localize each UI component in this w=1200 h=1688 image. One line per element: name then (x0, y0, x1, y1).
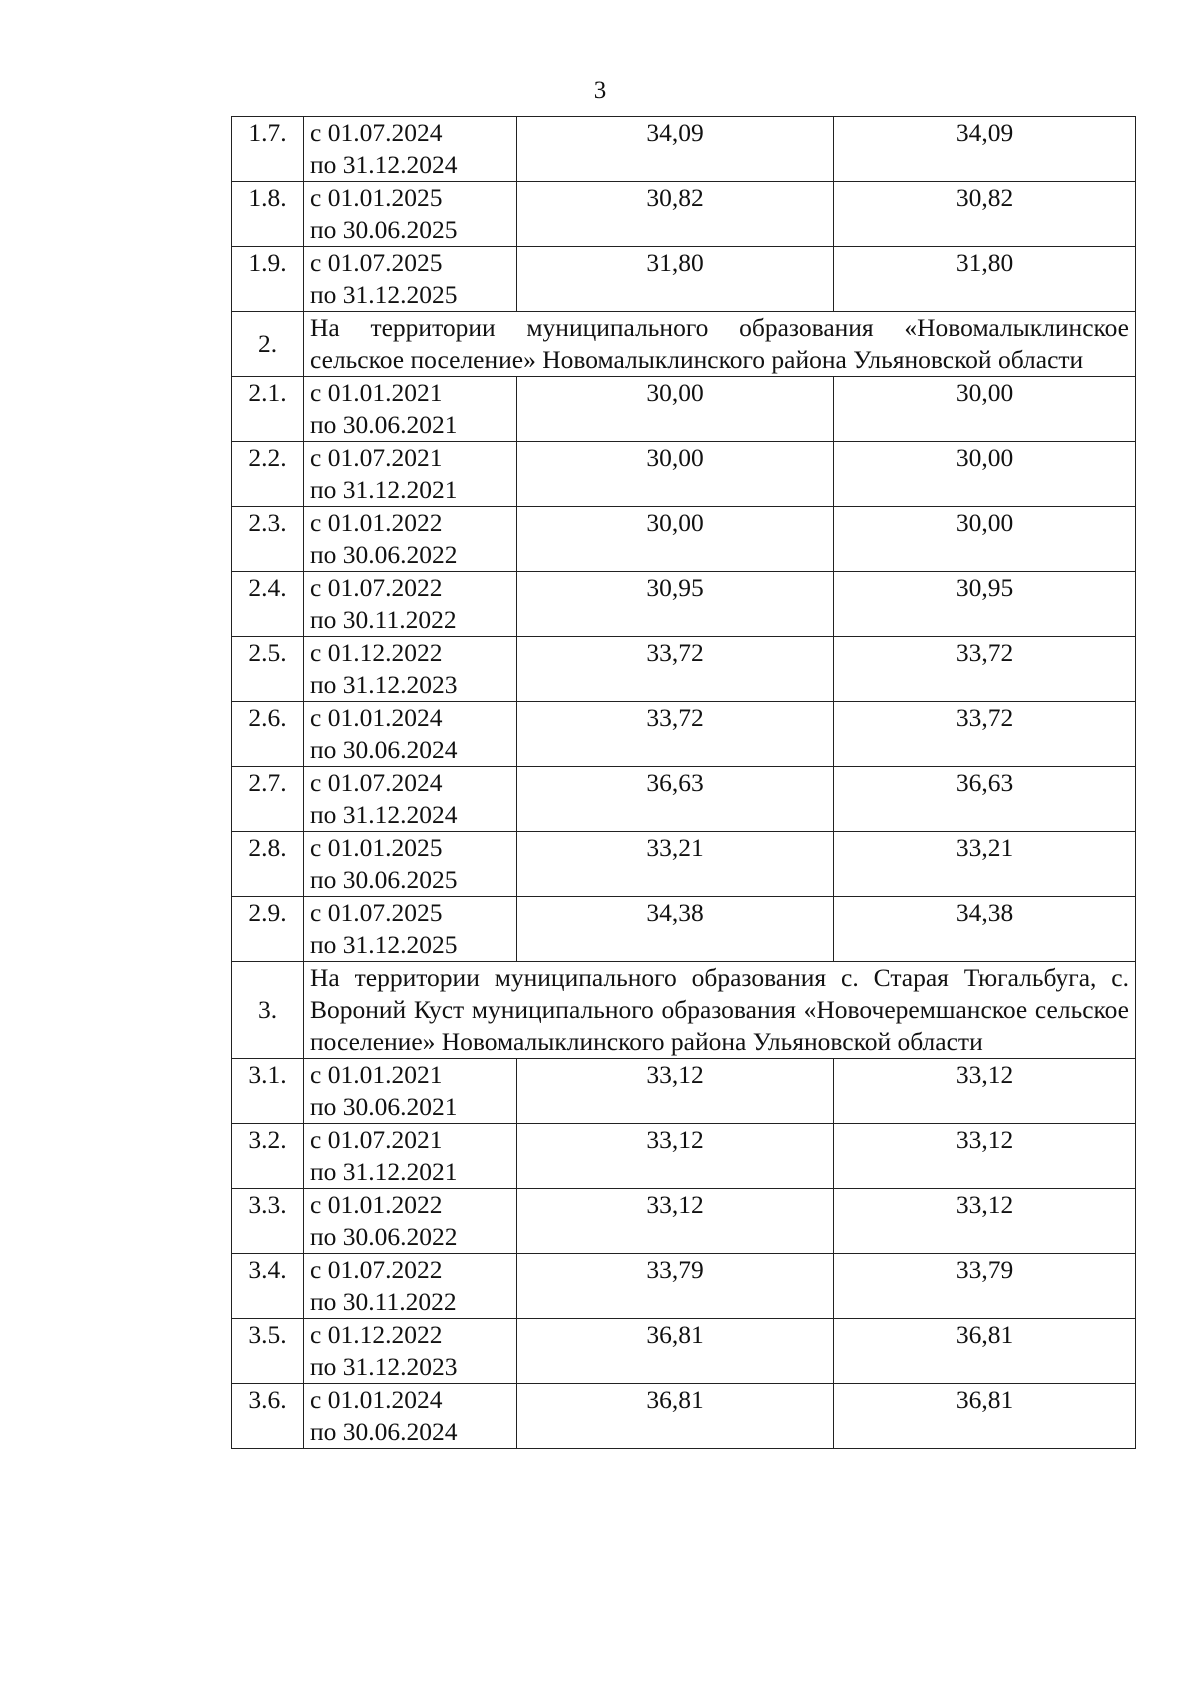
table-row (232, 1319, 1136, 1384)
period-cell (304, 832, 517, 897)
period-cell (304, 117, 517, 182)
tariff-value-1: 36,81 (517, 1384, 834, 1449)
table-row (232, 832, 1136, 897)
tariff-value-1: 30,00 (517, 377, 834, 442)
row-number: 2.9. (232, 897, 304, 962)
period-cell (304, 1059, 517, 1124)
period-start: с 01.01.2022 (310, 1190, 443, 1219)
period-end: по 30.11.2022 (310, 605, 457, 634)
period-end: по 31.12.2023 (310, 670, 458, 699)
tariff-value-1: 34,09 (517, 117, 834, 182)
period-end: по 31.12.2025 (310, 930, 458, 959)
row-number: 2.1. (232, 377, 304, 442)
tariff-value-2: 30,82 (834, 182, 1136, 247)
period-start: с 01.01.2025 (310, 833, 443, 862)
period-end: по 31.12.2021 (310, 1157, 458, 1186)
period-end: по 31.12.2021 (310, 475, 458, 504)
page-number: 3 (593, 77, 607, 104)
table-row (232, 442, 1136, 507)
table-row (232, 507, 1136, 572)
tariff-value-2: 33,12 (834, 1189, 1136, 1254)
period-cell (304, 702, 517, 767)
period-end: по 30.11.2022 (310, 1287, 457, 1316)
period-cell (304, 1189, 517, 1254)
tariff-value-1: 36,81 (517, 1319, 834, 1384)
tariff-value-1: 34,38 (517, 897, 834, 962)
period-cell (304, 247, 517, 312)
row-number: 2.5. (232, 637, 304, 702)
tariff-value-2: 30,00 (834, 377, 1136, 442)
period-cell (304, 767, 517, 832)
period-end: по 31.12.2024 (310, 800, 458, 829)
table-row (232, 572, 1136, 637)
period-end: по 30.06.2022 (310, 1222, 458, 1251)
period-cell (304, 507, 517, 572)
table-row (232, 247, 1136, 312)
row-number: 1.8. (232, 182, 304, 247)
period-end: по 30.06.2021 (310, 410, 458, 439)
section-number: 3. (232, 962, 304, 1059)
period-end: по 31.12.2023 (310, 1352, 458, 1381)
table-row (232, 117, 1136, 182)
period-end: по 30.06.2024 (310, 735, 458, 764)
period-start: с 01.07.2024 (310, 768, 443, 797)
tariff-value-2: 33,12 (834, 1124, 1136, 1189)
tariff-value-2: 34,09 (834, 117, 1136, 182)
tariff-value-2: 30,00 (834, 442, 1136, 507)
row-number: 2.8. (232, 832, 304, 897)
table-row (232, 1124, 1136, 1189)
period-start: с 01.01.2024 (310, 1385, 443, 1414)
tariff-value-2: 36,63 (834, 767, 1136, 832)
period-cell (304, 1124, 517, 1189)
tariff-value-1: 33,12 (517, 1189, 834, 1254)
row-number: 2.4. (232, 572, 304, 637)
period-start: с 01.07.2021 (310, 1125, 443, 1154)
tariff-value-1: 33,12 (517, 1059, 834, 1124)
tariff-value-2: 31,80 (834, 247, 1136, 312)
period-end: по 30.06.2024 (310, 1417, 458, 1446)
tariff-value-2: 33,21 (834, 832, 1136, 897)
period-start: с 01.01.2022 (310, 508, 443, 537)
period-cell (304, 182, 517, 247)
period-end: по 30.06.2021 (310, 1092, 458, 1121)
tariff-value-2: 33,72 (834, 702, 1136, 767)
tariff-value-1: 33,72 (517, 702, 834, 767)
row-number: 3.6. (232, 1384, 304, 1449)
period-cell (304, 1254, 517, 1319)
row-number: 3.1. (232, 1059, 304, 1124)
table-row (232, 1059, 1136, 1124)
row-number: 1.7. (232, 117, 304, 182)
tariff-value-1: 30,95 (517, 572, 834, 637)
period-cell (304, 1384, 517, 1449)
tariff-value-2: 36,81 (834, 1384, 1136, 1449)
row-number: 2.7. (232, 767, 304, 832)
table-row (232, 1254, 1136, 1319)
tariff-value-2: 30,00 (834, 507, 1136, 572)
period-start: с 01.07.2021 (310, 443, 443, 472)
period-end: по 30.06.2022 (310, 540, 458, 569)
row-number: 2.2. (232, 442, 304, 507)
table-row (232, 767, 1136, 832)
tariff-value-2: 34,38 (834, 897, 1136, 962)
period-end: по 30.06.2025 (310, 865, 458, 894)
tariff-value-1: 33,79 (517, 1254, 834, 1319)
tariff-value-1: 36,63 (517, 767, 834, 832)
tariff-value-2: 30,95 (834, 572, 1136, 637)
period-cell (304, 1319, 517, 1384)
row-number: 1.9. (232, 247, 304, 312)
tariff-value-2: 36,81 (834, 1319, 1136, 1384)
period-cell (304, 572, 517, 637)
period-start: с 01.07.2022 (310, 1255, 443, 1284)
table-row (232, 377, 1136, 442)
row-number: 3.3. (232, 1189, 304, 1254)
section-heading: На территории муниципального образования с. Старая Тюгальбуга, с. Вороний Куст муниципального образования «Новочеремшанское сельское поселение» Новомалыклинского района Ульяновской области (304, 962, 1136, 1059)
section-number: 2. (232, 312, 304, 377)
period-cell (304, 442, 517, 507)
period-start: с 01.07.2022 (310, 573, 443, 602)
tariff-value-1: 33,12 (517, 1124, 834, 1189)
period-start: с 01.01.2025 (310, 183, 443, 212)
tariff-value-1: 31,80 (517, 247, 834, 312)
row-number: 2.3. (232, 507, 304, 572)
period-start: с 01.07.2024 (310, 118, 443, 147)
period-start: с 01.12.2022 (310, 1320, 443, 1349)
table-row (232, 182, 1136, 247)
row-number: 3.2. (232, 1124, 304, 1189)
period-cell (304, 377, 517, 442)
tariff-value-1: 33,72 (517, 637, 834, 702)
period-end: по 30.06.2025 (310, 215, 458, 244)
section-heading-row (232, 312, 1136, 377)
period-start: с 01.07.2025 (310, 898, 443, 927)
table-row (232, 637, 1136, 702)
section-heading-row (232, 962, 1136, 1059)
period-end: по 31.12.2024 (310, 150, 458, 179)
tariff-table-body (232, 117, 1136, 1449)
period-start: с 01.01.2021 (310, 1060, 443, 1089)
section-heading: На территории муниципального образования «Новомалыклинское сельское поселение» Новомалыклинского района Ульяновской области (304, 312, 1136, 377)
period-cell (304, 897, 517, 962)
row-number: 3.5. (232, 1319, 304, 1384)
period-start: с 01.07.2025 (310, 248, 443, 277)
tariff-value-2: 33,79 (834, 1254, 1136, 1319)
period-start: с 01.01.2021 (310, 378, 443, 407)
tariff-value-1: 33,21 (517, 832, 834, 897)
row-number: 2.6. (232, 702, 304, 767)
period-start: с 01.01.2024 (310, 703, 443, 732)
tariff-value-2: 33,12 (834, 1059, 1136, 1124)
tariff-value-1: 30,82 (517, 182, 834, 247)
tariff-value-2: 33,72 (834, 637, 1136, 702)
row-number: 3.4. (232, 1254, 304, 1319)
period-start: с 01.12.2022 (310, 638, 443, 667)
table-row (232, 897, 1136, 962)
tariff-value-1: 30,00 (517, 442, 834, 507)
tariff-value-1: 30,00 (517, 507, 834, 572)
table-row (232, 1384, 1136, 1449)
period-end: по 31.12.2025 (310, 280, 458, 309)
table-row (232, 702, 1136, 767)
table-row (232, 1189, 1136, 1254)
tariff-table (231, 116, 1136, 1449)
period-cell (304, 637, 517, 702)
